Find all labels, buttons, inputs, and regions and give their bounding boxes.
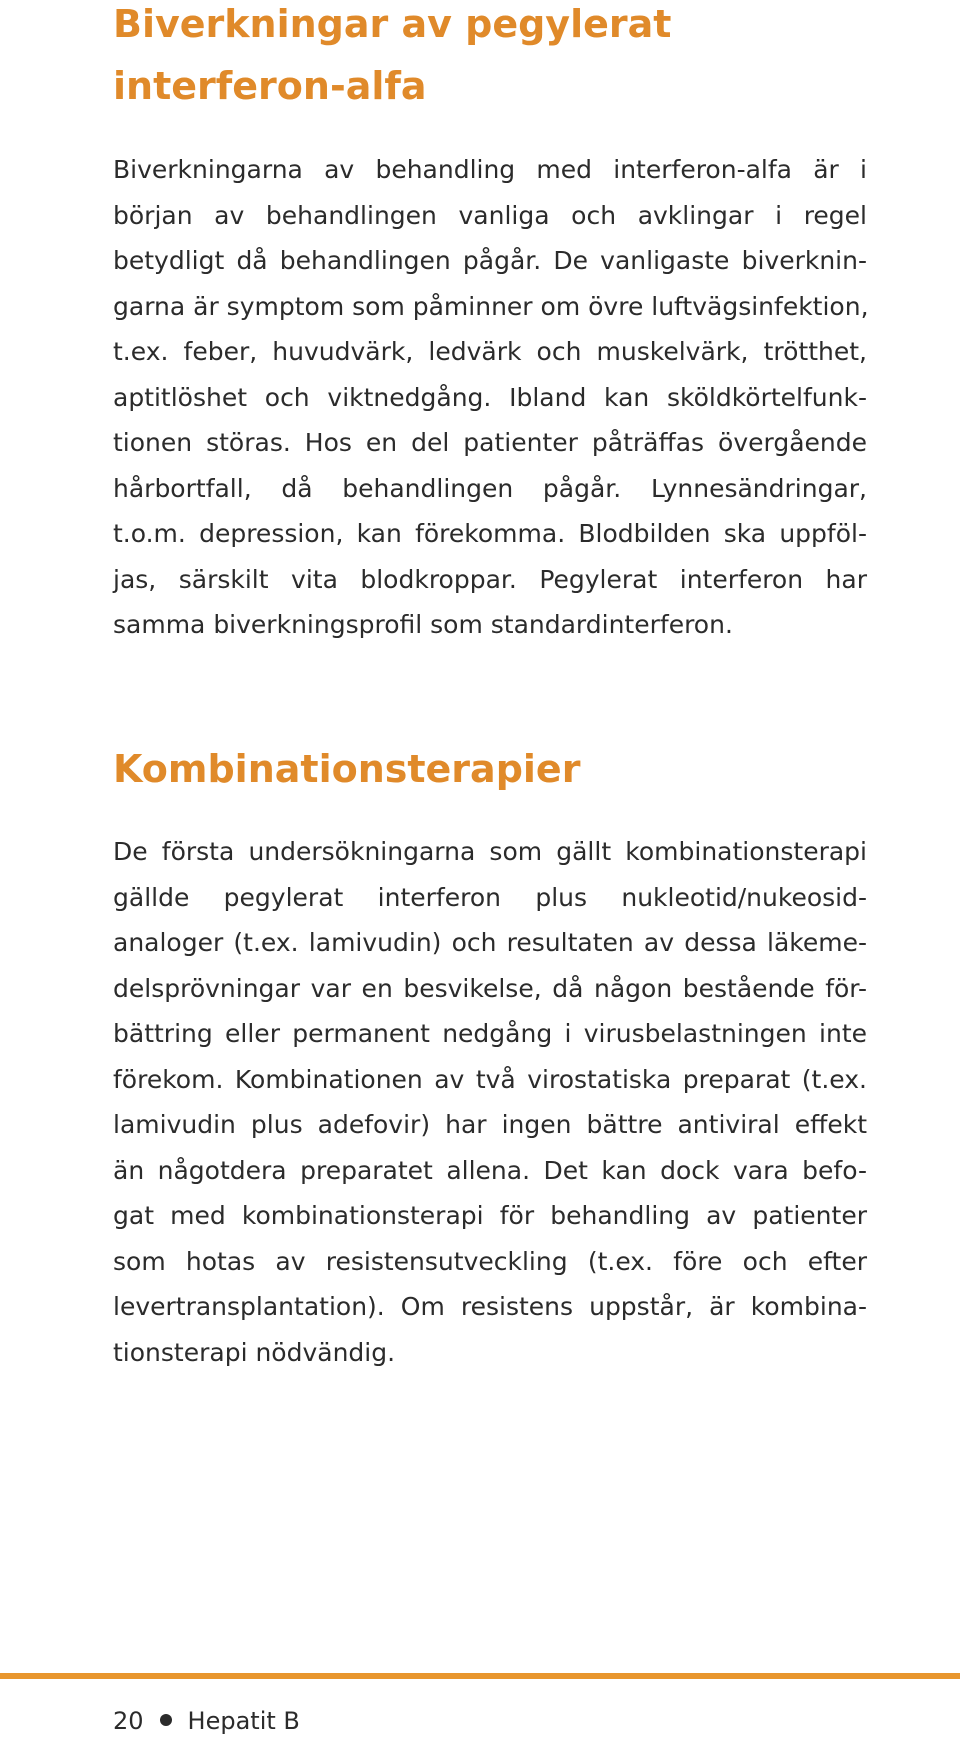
combination-therapies-paragraph [113, 829, 867, 1375]
paragraph-line: De första undersökningarna som gällt kombinationsterapi [113, 837, 867, 866]
paragraph-line: t.o.m. depression, kan förekomma. Blodbilden ska uppföl- [113, 519, 867, 548]
heading-line: interferon-alfa [113, 64, 427, 108]
paragraph-line: t.ex. feber, huvudvärk, ledvärk och muskelvärk, trötthet, [113, 337, 867, 366]
paragraph-line: än någotdera preparatet allena. Det kan dock vara befo- [113, 1155, 867, 1185]
paragraph-line: garna är symptom som påminner om övre luftvägsinfektion, [113, 291, 869, 321]
paragraph-line: jas, särskilt vita blodkroppar. Pegylerat interferon har [113, 564, 867, 594]
paragraph-line: gällde pegylerat interferon plus nukleotid/nukeosid- [113, 882, 867, 912]
bullet-separator-icon [160, 1714, 172, 1726]
section-heading-side-effects [113, 0, 813, 117]
paragraph-line: bättring eller permanent nedgång i virusbelastningen inte [113, 1019, 867, 1048]
paragraph-line: gat med kombinationsterapi för behandling av patienter [113, 1201, 867, 1230]
paragraph-line: lamivudin plus adefovir) har ingen bättre antiviral effekt [113, 1110, 867, 1139]
paragraph-line: analoger (t.ex. lamivudin) och resultaten av dessa läkeme- [113, 928, 867, 957]
page-footer [113, 1706, 300, 1736]
paragraph-line: tionsterapi nödvändig. [113, 1337, 396, 1367]
running-title: Hepatit B [187, 1707, 300, 1735]
paragraph-line: förekom. Kombinationen av två virostatiska preparat (t.ex. [113, 1064, 867, 1094]
section-heading-combination-therapies [113, 738, 867, 800]
paragraph-line: aptitlöshet och viktnedgång. Ibland kan sköldkörtelfunk- [113, 382, 867, 412]
heading-line: Biverkningar av pegylerat [113, 2, 672, 46]
paragraph-line: Biverkningarna av behandling med interferon-alfa är i [113, 155, 867, 184]
side-effects-paragraph [113, 147, 867, 648]
paragraph-line: som hotas av resistensutveckling (t.ex. före och efter [113, 1246, 867, 1276]
paragraph-line: hårbortfall, då behandlingen pågår. Lynnesändringar, [113, 473, 867, 503]
heading-line: Kombinationsterapier [113, 747, 581, 791]
paragraph-line: början av behandlingen vanliga och avklingar i regel [113, 200, 867, 230]
paragraph-line: tionen störas. Hos en del patienter påträffas övergående [113, 428, 867, 457]
paragraph-line: betydligt då behandlingen pågår. De vanligaste biverknin- [113, 246, 867, 275]
paragraph-line: samma biverkningsprofil som standardinterferon. [113, 610, 733, 639]
paragraph-line: levertransplantation). Om resistens uppstår, är kombina- [113, 1292, 867, 1321]
footer-rule [0, 1673, 960, 1679]
paragraph-line: delsprövningar var en besvikelse, då någon bestående för- [113, 973, 867, 1003]
page-number: 20 [113, 1707, 144, 1735]
